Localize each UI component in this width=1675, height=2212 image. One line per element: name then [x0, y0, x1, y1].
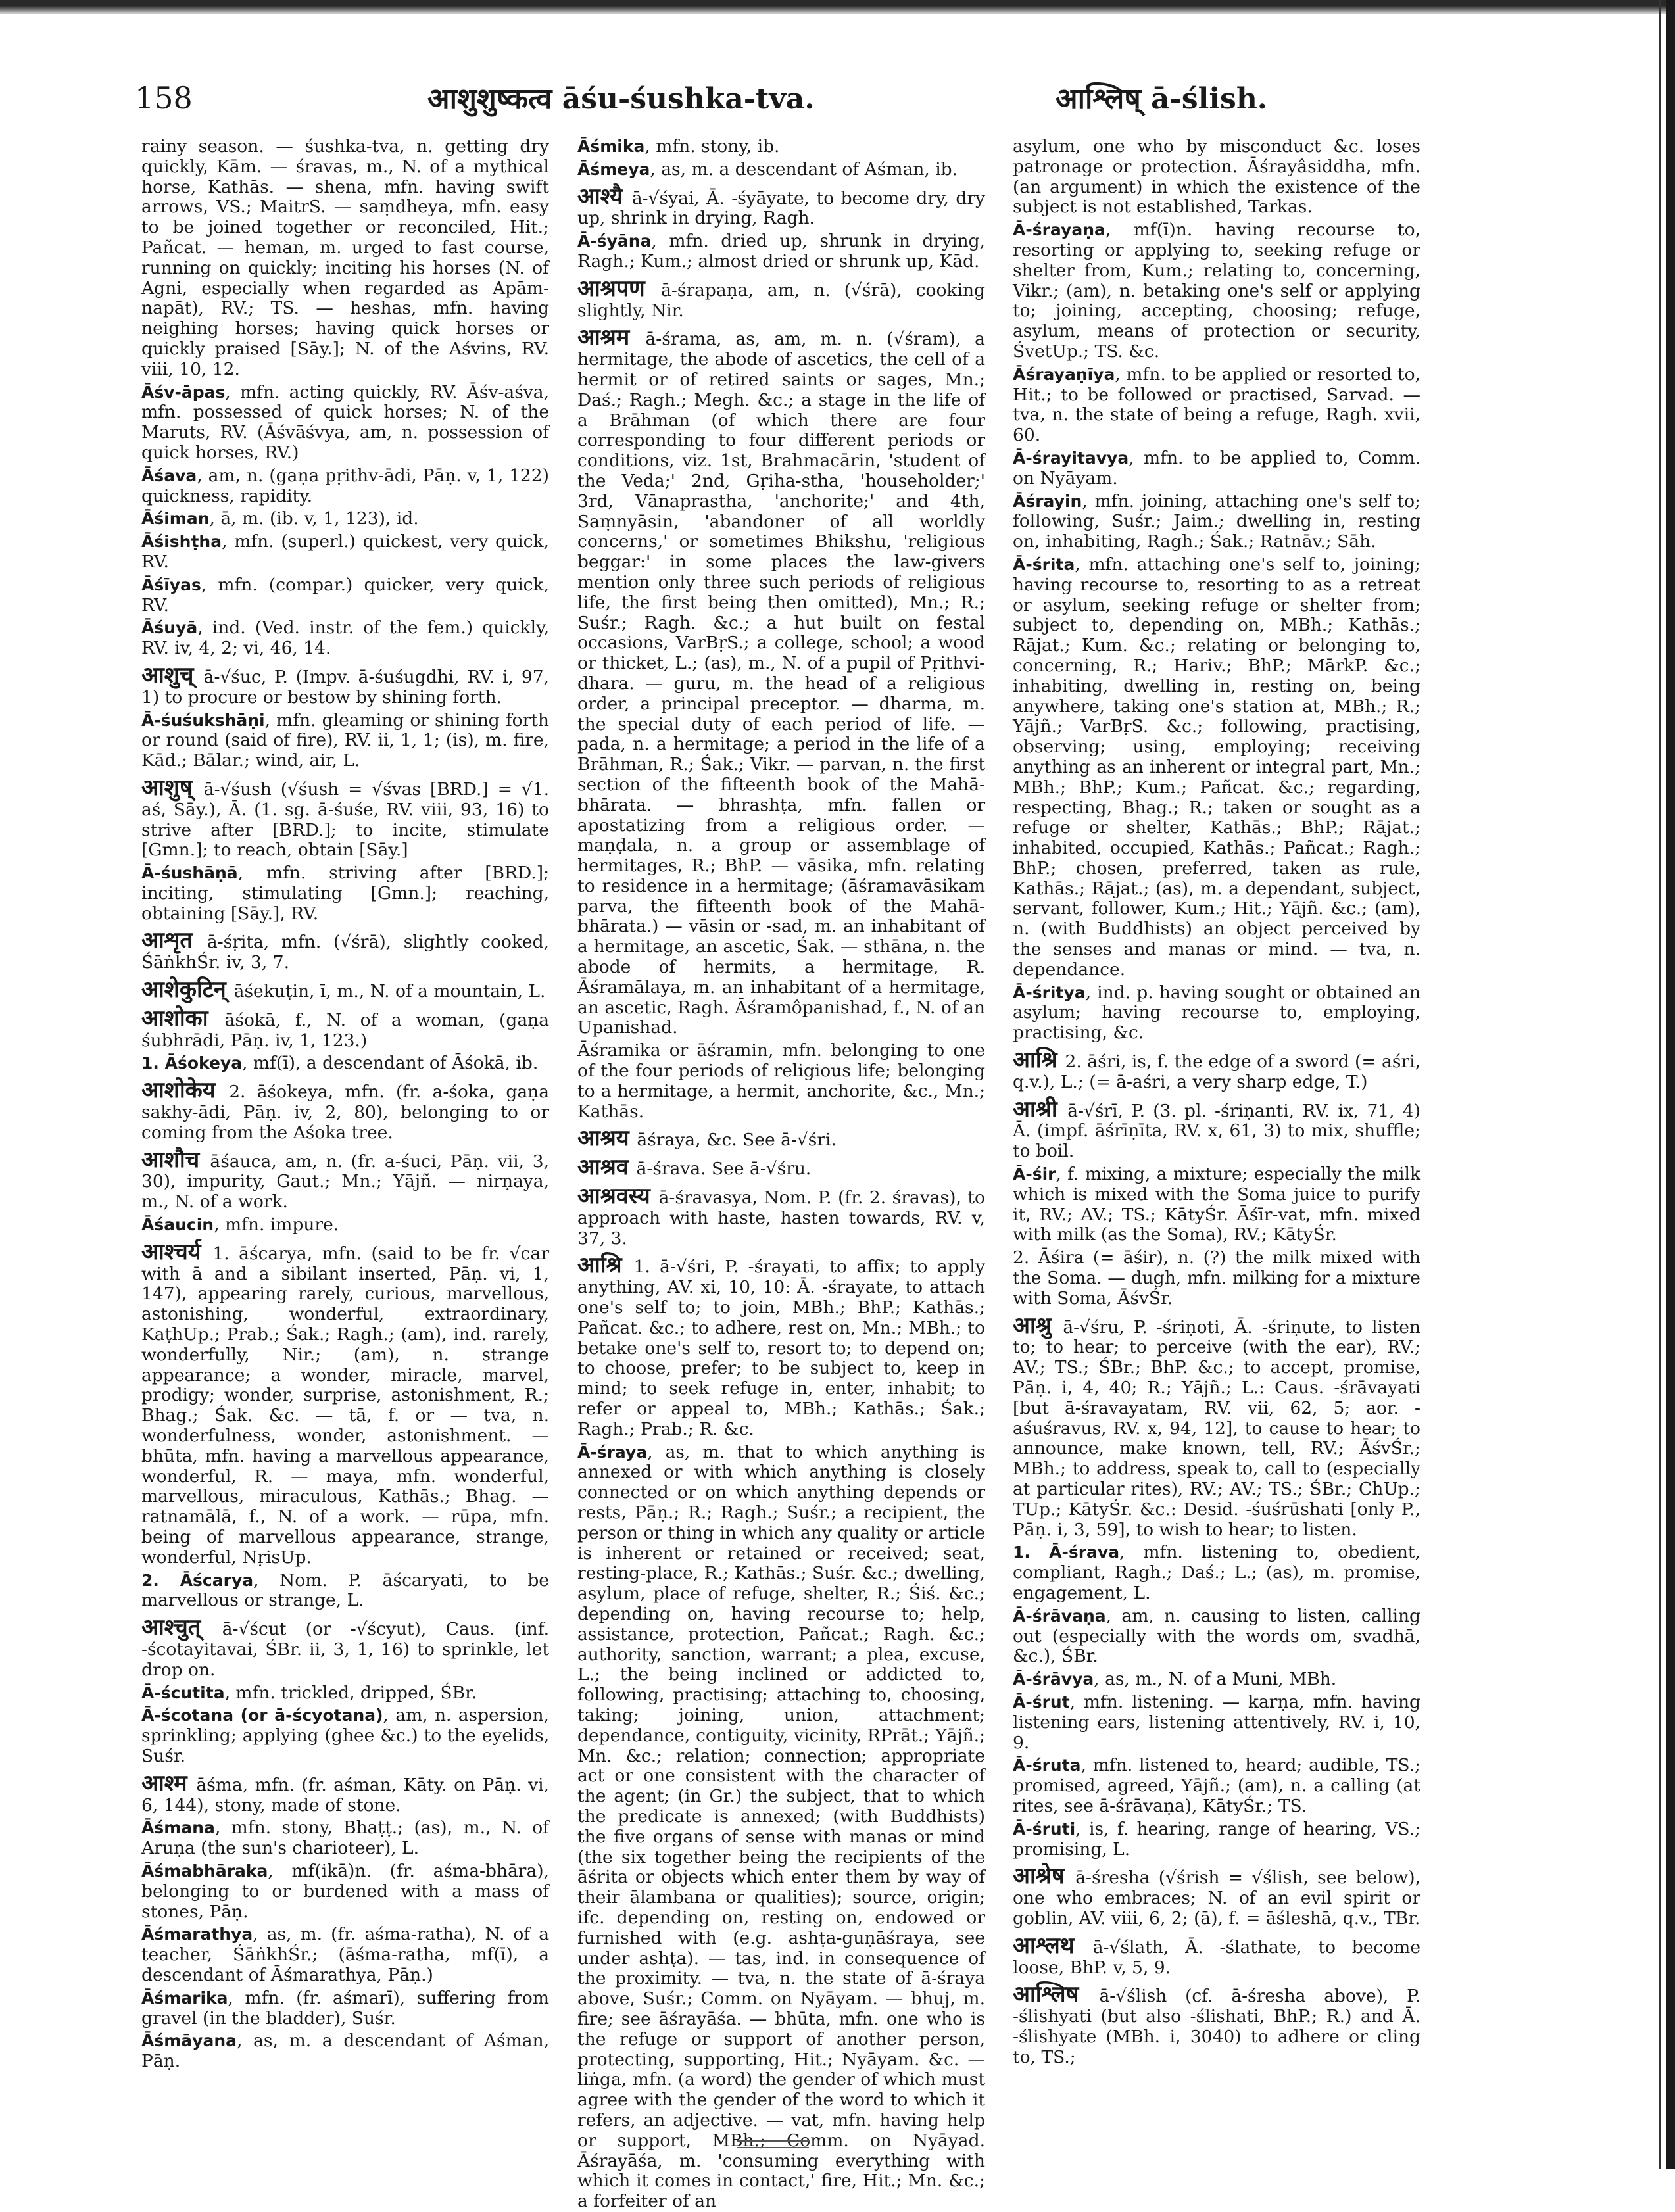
dictionary-entry: Āśv-āpas, mfn. acting quickly, RV. Āśv-aśva, mfn. possessed of quick horses; N. of the Maruts, RV. (Āśvāśvya, am, n. possession of quick horses, RV.)	[141, 381, 549, 463]
dictionary-entry: आशुच् ā-√śuc, P. (Impv. ā-śuśugdhi, RV. i, 97, 1) to procure or bestow by shining forth.	[141, 661, 549, 708]
dictionary-entry: आशृत ā-śṛita, mfn. (√śrā), slightly cooked, ŚāṅkhŚr. iv, 3, 7.	[141, 927, 549, 973]
dictionary-entry: Āśmika, mfn. stony, ib.	[577, 136, 780, 156]
dictionary-entry: Āśmarathya, as, m. (fr. aśma-ratha), N. of a teacher, ŚāṅkhŚr.; (āśma-ratha, mf(ī), a descendant of Āśmarathya, Pāṇ.)	[141, 1924, 549, 1985]
dictionary-entry: asylum, one who by misconduct &c. loses patronage or protection. Āśrayâsiddha, mfn. (an argument) in which the existence of the subject is not established, Tarkas.	[1013, 136, 1420, 218]
dictionary-entry: आश्लिष ā-√ślish (cf. ā-śresha above), P. -ślishyati (but also -ślishati, BhP.; R.) and Ā. -ślishyate (MBh. i, 3040) to adhere or cling to, TS.;	[1013, 1981, 1421, 2067]
dictionary-entry: Ā-śritya, ind. p. having sought or obtained an asylum; having recourse to, employing, practising, &c.	[1013, 982, 1420, 1044]
dictionary-entry: आश्चर्य 1. āścarya, mfn. (said to be fr. √car with ā and a sibilant inserted, Pāṇ. vi, 1, 147), appearing rarely, curious, marvellous, astonishing, wonderful, extraordinary, KaṭhUp.; Prab.; Śak.; Ragh.; (am), ind. rarely, wonderfully, Nir.; (am), n. strange appearance; a wonder, miracle, marvel, prodigy; wonder, surprise, astonishment, R.; Bhag.; Śak. &c. — tā, f. or — tva, n. wonderfulness, wonder, astonishment. — bhūta, mfn. having a marvellous appearance, wonderful, R. — maya, mfn. wonderful, marvellous, miraculous, Kathās.; Bhag. — ratnamālā, f., N. of a work. — rūpa, mfn. being of marvellous appearance, strange, wonderful, NṛisUp.	[141, 1238, 549, 1568]
dictionary-entry: rainy season. — śushka-tva, n. getting dry quickly, Kām. — śravas, m., N. of a mythical horse, Kathās. — shena, mfn. having swift arrows, VS.; MaitrS. — saṃdheya, mfn. easy to be joined together or reconciled, Hit.; Pañcat. — heman, m. urged to fast course, running on quickly; inciting his horses (N. of Agni, especially when regarded as Apām-napāt), RV.; TS. — heshas, mfn. having neighing horses; having quick horses or quickly praised [Sāy.]; N. of the Aśvins, RV. viii, 10, 12.	[141, 136, 549, 379]
dictionary-entry: Ā-śushāṇā, mfn. striving after [BRD.]; inciting, stimulating [Gmn.]; reaching, obtaining [Sāy.], RV.	[141, 863, 549, 924]
dictionary-entry: आश्चुत् ā-√ścut (or -√ścyut), Caus. (inf. -ścotayitavai, ŚBr. ii, 3, 1, 16) to sprinkle, let drop on.	[141, 1614, 549, 1680]
dictionary-entry: 1. Āśokeya, mf(ī), a descendant of Āśokā, ib.	[141, 1053, 539, 1074]
dictionary-entry: Ā-śuśukshāṇi, mfn. gleaming or shining forth or round (said of fire), RV. ii, 1, 1; (is), m. fire, Kād.; Bālar.; wind, air, L.	[141, 709, 549, 771]
dictionary-entry: 2. Āścarya, Nom. P. āścaryati, to be marvellous or strange, L.	[141, 1570, 549, 1611]
dictionary-entry: Āśmarika, mfn. (fr. aśmarī), suffering from gravel (in the bladder), Suśr.	[141, 1987, 549, 2029]
dictionary-entry: Ā-śruta, mfn. listened to, heard; audible, TS.; promised, agreed, Yājñ.; (am), n. a calling (at rites, see ā-śrāvaṇa), KātyŚr.; TS.	[1013, 1755, 1420, 1816]
dictionary-entry: Ā-śir, f. mixing, a mixture; especially the milk which is mixed with the Soma juice to purify it, RV.; AV.; TS.; KātyŚr. Āśīr-vat, mfn. mixed with milk (as the Soma), RV.; KātyŚr.	[1013, 1164, 1420, 1245]
dictionary-entry: आशोकेय 2. āśokeya, mfn. (fr. a-śoka, gaṇa sakhy-ādi, Pāṇ. iv, 2, 80), belonging to or coming from the Aśoka tree.	[141, 1077, 549, 1143]
scan-edge-top	[0, 0, 1675, 14]
dictionary-entry: Ā-ścutita, mfn. trickled, dripped, ŚBr.	[141, 1682, 477, 1703]
dictionary-entry: आश्रि 2. āśri, is, f. the edge of a sword (= aśri, q.v.), L.; (= ā-aśri, a very sharp edge, T.)	[1013, 1047, 1420, 1092]
dictionary-entry: Āśmeya, as, m. a descendant of Aśman, ib.	[577, 158, 958, 180]
dictionary-entry: Ā-śrāvya, as, m., N. of a Muni, MBh.	[1013, 1669, 1337, 1690]
dictionary-entry: Ā-ścotana (or ā-ścyotana), am, n. aspersion, sprinkling; applying (ghee &c.) to the eyelids, Suśr.	[141, 1705, 549, 1766]
dictionary-entry: Āśmabhāraka, mf(ikā)n. (fr. aśma-bhāra), belonging to or burdened with a mass of stones, Pāṇ.	[141, 1860, 549, 1922]
dictionary-entry: Āśmana, mfn. stony, Bhaṭṭ.; (as), m., N. of Aruṇa (the sun's charioteer), L.	[141, 1817, 549, 1859]
dictionary-entry: आश्यै ā-√śyai, Ā. -śyāyate, to become dry, dry up, shrink in drying, Ragh.	[577, 183, 986, 229]
page-number: 158	[135, 80, 193, 116]
dictionary-entry: Āśuyā, ind. (Ved. instr. of the fem.) quickly, RV. iv, 4, 2; vi, 46, 14.	[141, 617, 549, 659]
scan-edge-right	[1666, 0, 1675, 2169]
dictionary-entry: Āśava, am, n. (gaṇa pṛithv-ādi, Pāṇ. v, 1, 122) quickness, rapidity.	[141, 465, 549, 506]
dictionary-entry: Ā-śrut, mfn. listening. — karṇa, mfn. having listening ears, listening attentively, RV. i, 10, 9.	[1013, 1691, 1420, 1753]
dictionary-entry: आश्रव ā-śrava. See ā-√śru.	[577, 1154, 812, 1181]
dictionary-entry: Ā-śrāvaṇa, am, n. causing to listen, calling out (especially with the words om, svadhā, &c.), ŚBr.	[1013, 1605, 1420, 1667]
dictionary-entry: Ā-śrayaṇa, mf(ī)n. having recourse to, resorting or applying to, seeking refuge or shelter from, Kum.; relating to, concerning, Vikr.; (am), n. betaking one's self or applying to; joining, accepting, choosing; refuge, asylum, means of protection or security, ŚvetUp.; TS. &c.	[1013, 220, 1420, 362]
scan-edge-right-line	[1659, 0, 1661, 2169]
dictionary-entry: Ā-śraya, as, m. that to which anything is annexed or with which anything is closely connected or on which anything depends or rests, Pāṇ.; R.; Ragh.; Suśr.; a recipient, the person or thing in which any quality or article is inherent or retained or received; seat, resting-place, R.; Kathās.; Suśr. &c.; dwelling, asylum, place of refuge, shelter, R.; Śiś. &c.; depending on, having recourse to; help, assistance, protection, Pañcat.; Ragh. &c.; authority, sanction, warrant; a plea, excuse, L.; the being inclined or addicted to, following, practising; attaching to, choosing, taking; joining, union, attachment; dependance, contiguity, vicinity, RPrāt.; Yājñ.; Mn. &c.; relation; connection; appropriate act or one consistent with the character of the agent; (in Gr.) the subject, that to which the predicate is annexed; (with Buddhists) the five organs of sense with manas or mind (the six together being the recipients of the āśrita or objects which enter them by way of their ālambana or qualities); source, origin; ifc. depending on, resting on, endowed or furnished with (e.g. ashṭa-guṇāśraya, see under ashṭa). — tas, ind. in consequence of the proximity. — tva, n. the state of ā-śraya above, Suśr.; Comm. on Nyāyam. — bhuj, m. fire; see āśrayāśa. — bhūta, mfn. one who is the refuge or support of another person, protecting, supporting, Hit.; Nyāyam. &c. — liṅga, mfn. (a word) the gender of which must agree with the gender of the word to which it refers, an adjective. — vat, mfn. having help or support, MBh.; Comm. on Nyāyad. Āśrayāśa, m. 'consuming everything with which it comes in contact,' fire, Hit.; Mn. &c.; a forfeiter of an	[577, 1441, 985, 2212]
dictionary-column-1	[141, 137, 549, 2109]
running-head-left: आशुशुष्कत्व āśu-śushka-tva.	[427, 82, 815, 116]
dictionary-entry: Ā-śyāna, mfn. dried up, shrunk in drying, Ragh.; Kum.; almost dried or shrunk up, Kād.	[577, 231, 985, 272]
dictionary-column-2	[577, 136, 986, 2212]
footer-ornament	[737, 2140, 809, 2148]
dictionary-entry: Āśiman, ā, m. (ib. v, 1, 123), id.	[141, 508, 419, 529]
dictionary-entry: आश्रय āśraya, &c. See ā-√śri.	[577, 1125, 837, 1152]
dictionary-entry: आशेकुटिन् āśekuṭin, ī, m., N. of a mountain, L.	[141, 976, 546, 1003]
dictionary-column-3	[1013, 137, 1420, 2109]
dictionary-entry: आश्रेष ā-śresha (√śrish = √ślish, see below), one who embraces; N. of an evil spirit or goblin, AV. viii, 6, 2; (ā), f. = āśleshā, q.v., TBr.	[1013, 1863, 1420, 1929]
dictionary-entry: आश्रपण ā-śrapaṇa, am, n. (√śrā), cooking slightly, Nir.	[577, 275, 985, 321]
dictionary-entry: आशौच āśauca, am, n. (fr. a-śuci, Pāṇ. vii, 3, 30), impurity, Gaut.; Mn.; Yājñ. — nirṇaya, m., N. of a work.	[141, 1146, 549, 1213]
dictionary-entry: Āśishṭha, mfn. (superl.) quickest, very quick, RV.	[141, 531, 549, 572]
dictionary-entry: Āśīyas, mfn. (compar.) quicker, very quick, RV.	[141, 574, 549, 615]
dictionary-entry: आश्रि 1. ā-√śri, P. -śrayati, to affix; to apply anything, AV. xi, 10, 10: Ā. -śrayate, to attach one's self to; to join, MBh.; BhP.; Kathās.; Pañcat. &c.; to adhere, rest on, Mn.; MBh.; to betake one's self to, resort to; to depend on; to choose, prefer; to be subject to, keep in mind; to seek refuge in, enter, inhabit; to refer or appeal to, MBh.; Kathās.; Śak.; Ragh.; Prab.; R. &c.	[577, 1252, 985, 1439]
dictionary-entry: आश्रु ā-√śru, P. -śriṇoti, Ā. -śriṇute, to listen to; to hear; to perceive (with the ear), RV.; AV.; TS.; ŚBr.; BhP. &c.; to accept, promise, Pāṇ. i, 4, 40; R.; Yājñ.; L.: Caus. -śrāvayati [but ā-śravayatam, RV. vii, 62, 5; aor. -aśuśravus, RV. x, 94, 12], to cause to hear; to announce, make known, tell, RV.; ĀśvŚr.; MBh.; to address, speak to, call to (especially at particular rites), RV.; AV.; TS.; ŚBr.; ChUp.; TUp.; KātyŚr. &c.: Desid. -śuśrūshati [only P., Pāṇ. i, 3, 59], to wish to hear; to listen.	[1013, 1312, 1420, 1540]
dictionary-entry: Āśramika or āśramin, mfn. belonging to one of the four periods of religious life; belonging to a hermitage, a hermit, anchorite, &c., Mn.; Kathās.	[577, 1040, 985, 1122]
dictionary-entry: Āśaucin, mfn. impure.	[141, 1214, 339, 1236]
dictionary-entry: आश्री ā-√śrī, P. (3. pl. -śriṇanti, RV. ix, 71, 4) Ā. (impf. āśrīṇīta, RV. x, 61, 3) to mix, shuffle; to boil.	[1013, 1095, 1420, 1162]
running-head-right: आश्लिष् ā-ślish.	[1056, 82, 1268, 116]
dictionary-entry: Āśrayaṇīya, mfn. to be applied or resorted to, Hit.; to be followed or practised, Sarvad. — tva, n. the state of being a refuge, Ragh. xvii, 60.	[1013, 364, 1420, 446]
dictionary-entry: आश्लथ ā-√ślath, Ā. -ślathate, to become loose, BhP. v, 5, 9.	[1013, 1932, 1420, 1978]
dictionary-entry: आशुष् ā-√śush (√śush = √śvas [BRD.] = √1. aś, Sāy.), Ā. (1. sg. ā-śuśe, RV. viii, 93, 16) to strive after [BRD.]; to incite, stimulate [Gmn.]; to reach, obtain [Sāy.]	[141, 774, 549, 861]
dictionary-entry: Āśmāyana, as, m. a descendant of Aśman, Pāṇ.	[141, 2031, 549, 2072]
dictionary-entry: 2. Āśira (= āśir), n. (?) the milk mixed with the Soma. — dugh, mfn. milking for a mixture with Soma, ĀśvŚr.	[1013, 1247, 1420, 1309]
dictionary-entry: Ā-śrayitavya, mfn. to be applied to, Comm. on Nyāyam.	[1013, 447, 1420, 489]
dictionary-entry: Ā-śruti, is, f. hearing, range of hearing, VS.; promising, L.	[1013, 1818, 1420, 1860]
dictionary-entry: आश्म āśma, mfn. (fr. aśman, Kāty. on Pāṇ. vi, 6, 144), stony, made of stone.	[141, 1769, 550, 1815]
dictionary-entry: आश्रम ā-śrama, as, am, m. n. (√śram), a hermitage, the abode of ascetics, the cell of a hermit or of retired saints or sages, Mn.; Daś.; Ragh.; Megh. &c.; a stage in the life of a Brāhman (of which there are four corresponding to four different periods or conditions, viz. 1st, Brahmacārin, 'student of the Veda;' 2nd, Gṛiha-stha, 'householder;' 3rd, Vānaprastha, 'anchorite;' and 4th, Saṃnyāsin, 'abandoner of all worldly concerns,' or sometimes Bhikshu, 'religious beggar:' in some places the law-givers mention only three such periods of religious life, the first being then omitted), Mn.; R.; Suśr.; Ragh. &c.; a hut built on festal occasions, VarBṛS.; a college, school; a wood or thicket, L.; (as), m., N. of a pupil of Pṛithvi-dhara. — guru, m. the head of a religious order, a principal preceptor. — dharma, m. the special duty of each period of life. — pada, n. a hermitage; a period in the life of a Brāhman, R.; Śak.; Vikr. — parvan, n. the first section of the fifteenth book of the Mahā-bhārata. — bhrashṭa, mfn. fallen or apostatizing from a religious order. — maṇḍala, n. a group or assemblage of hermitages, R.; BhP. — vāsika, mfn. relating to residence in a hermitage; (āśramavāsikam parva, the fifteenth book of the Mahā-bhārata.) — vāsin or -sad, m. an inhabitant of a hermitage, an ascetic, Śak. — sthāna, n. the abode of hermits, a hermitage, R. Āśramālaya, m. an inhabitant of a hermitage, an ascetic, Ragh. Āśramôpanishad, f., N. of an Upanishad.	[577, 324, 985, 1038]
dictionary-entry: 1. Ā-śrava, mfn. listening to, obedient, compliant, Ragh.; Daś.; L.; (as), m. promise, engagement, L.	[1013, 1542, 1420, 1603]
dictionary-entry: आश्रवस्य ā-śravasya, Nom. P. (fr. 2. śravas), to approach with haste, hasten towards, RV. v, 37, 3.	[577, 1183, 985, 1249]
dictionary-entry: Ā-śrita, mfn. attaching one's self to, joining; having recourse to, resorting to as a retreat or asylum, seeking refuge or shelter from; subject to, depending on, MBh.; Kathās.; Rājat.; Kum. &c.; relating or belonging to, concerning, R.; Hariv.; BhP.; MārkP. &c.; inhabiting, dwelling in, resting on, being anywhere, taking one's station at, MBh.; R.; Yājñ.; VarBṛS. &c.; following, practising, observing; using, employing; receiving anything as an inherent or integral part, Mn.; MBh.; BhP.; Kum.; Pañcat. &c.; regarding, respecting, Bhag.; R.; taken or sought as a refuge or shelter, Kathās.; BhP.; Rājat.; inhabited, occupied, Kathās.; Pañcat.; Ragh.; BhP.; chosen, preferred, taken as rule, Kathās.; Rājat.; (as), m. a dependant, subject, servant, follower, Kum.; Hit.; Yājñ. &c.; (am), n. (with Buddhists) an object perceived by the senses and manas or mind. — tva, n. dependance.	[1013, 554, 1420, 980]
dictionary-entry: Āśrayin, mfn. joining, attaching one's self to; following, Suśr.; Jaim.; dwelling in, resting on, inhabiting, Ragh.; Śak.; Ratnāv.; Sāh.	[1013, 491, 1420, 552]
dictionary-entry: आशोका āśokā, f., N. of a woman, (gaṇa śubhrādi, Pāṇ. iv, 1, 123.)	[141, 1005, 549, 1051]
page-header	[135, 78, 1582, 124]
